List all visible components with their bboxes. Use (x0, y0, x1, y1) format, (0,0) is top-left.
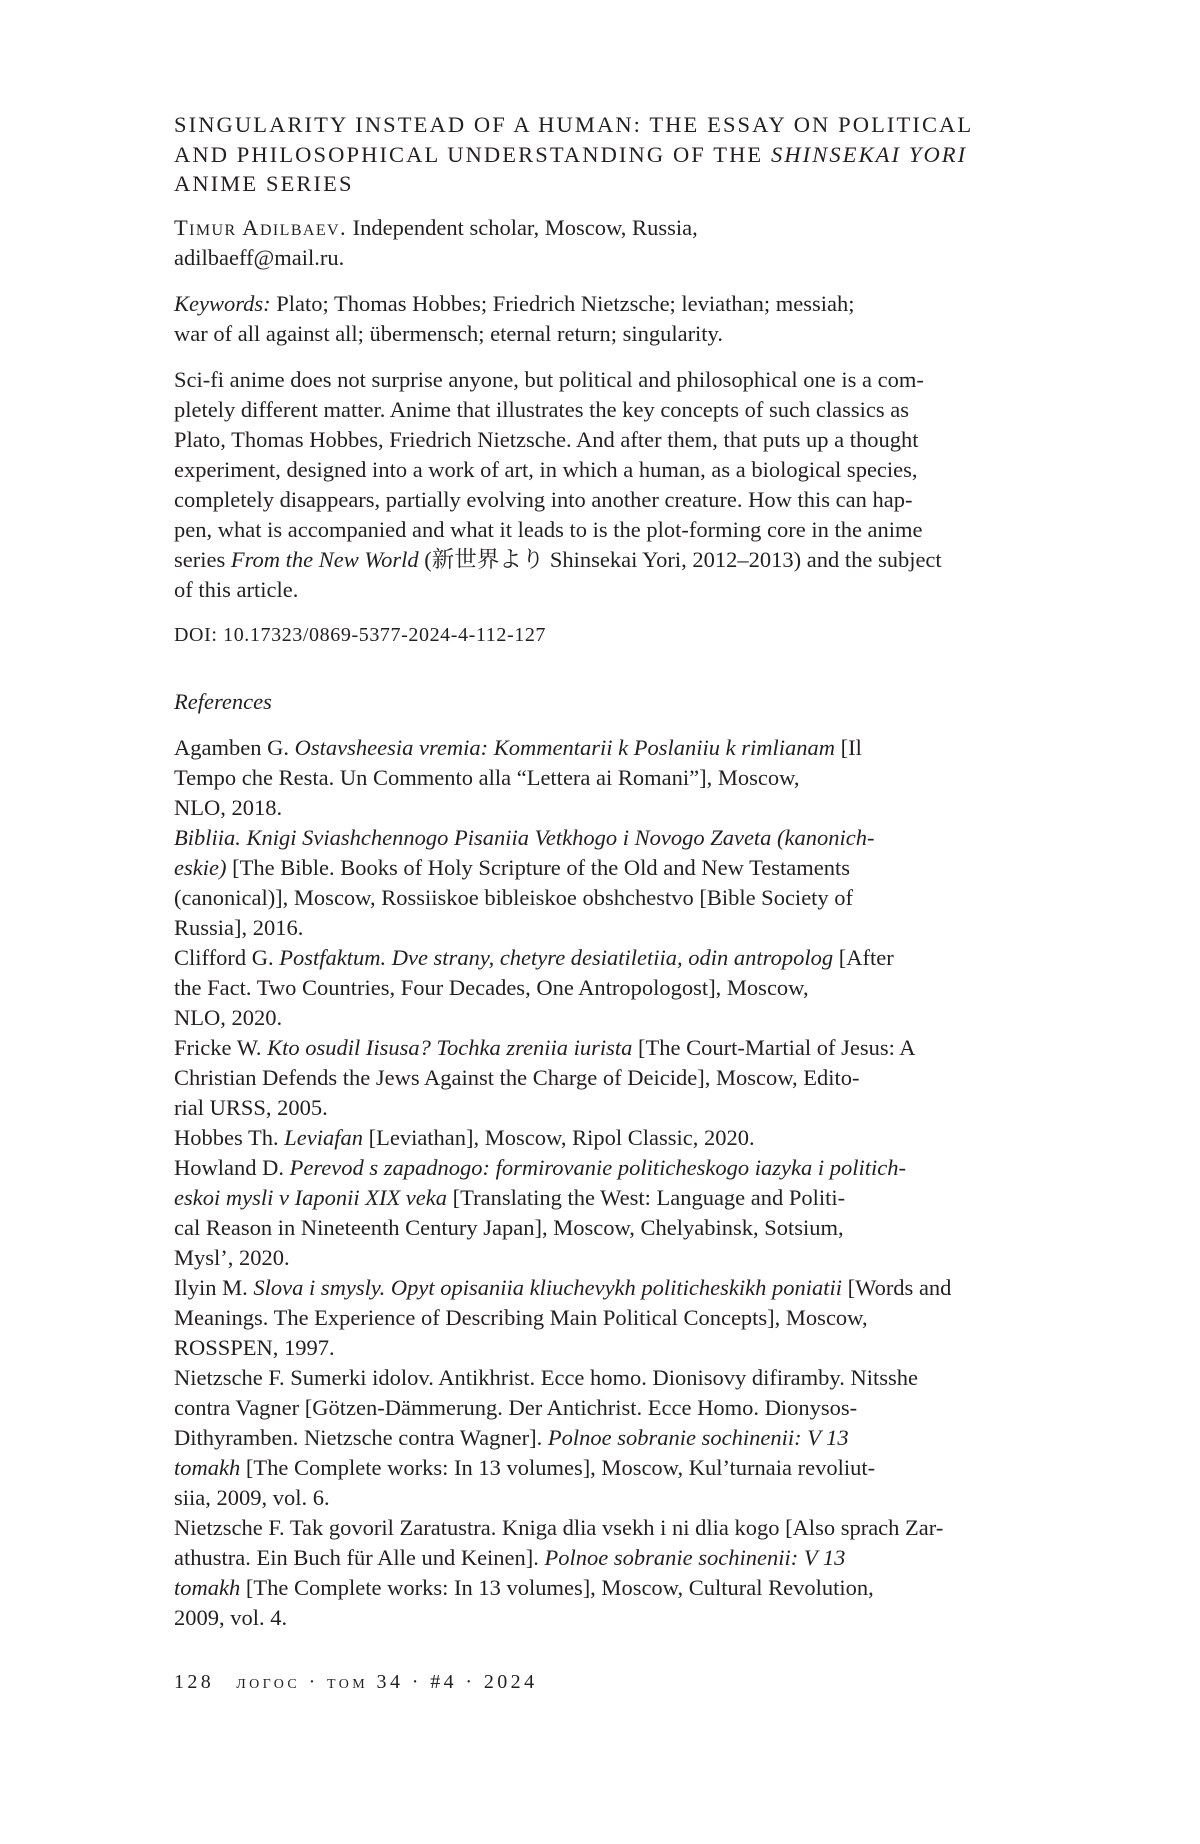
abstract (174, 365, 1026, 605)
ref-text: [Translating the West: Language and Politi- (447, 1184, 846, 1210)
ref-italic: tomakh (174, 1574, 241, 1600)
ref-italic: Kto osudil Iisusa? Tochka zreniia iurista (267, 1034, 633, 1060)
reference-line (174, 1453, 1026, 1483)
reference-line: Russia], 2016. (174, 914, 304, 940)
keywords-label: Keywords: (174, 290, 271, 316)
references-heading: References (174, 688, 272, 714)
reference-line: Mysl’, 2020. (174, 1244, 290, 1270)
reference-item (174, 1513, 1026, 1633)
ref-text: [The Complete works: In 13 volumes], Moscow, Kul’turnaia revoliut- (240, 1454, 876, 1480)
ref-text: [Leviathan], Moscow, Ripol Classic, 2020. (362, 1124, 755, 1150)
title-line-text: AND PHILOSOPHICAL UNDERSTANDING OF THE (174, 141, 771, 167)
reference-line (174, 943, 1026, 973)
reference-line (174, 823, 1026, 853)
ref-text: Fricke W. (174, 1034, 268, 1060)
reference-item (174, 1363, 1026, 1513)
abstract-italic-text: From the New World (230, 546, 419, 572)
ref-italic: Slova i smysly. Opyt opisaniia kliuchevykh politicheskikh poniatii (253, 1274, 843, 1300)
reference-line: contra Vagner [Götzen-Dämmerung. Der Antichrist. Ecce Homo. Dionysos- (174, 1394, 858, 1420)
reference-item (174, 1033, 1026, 1123)
reference-item (174, 943, 1026, 1033)
reference-line (174, 1153, 1026, 1183)
ref-text: Ilyin M. (174, 1274, 254, 1300)
page-footer (174, 1668, 537, 1696)
reference-line: Meanings. The Experience of Describing Main Political Concepts], Moscow, (174, 1304, 868, 1330)
reference-line: ROSSPEN, 1997. (174, 1334, 335, 1360)
abstract-line: pletely different matter. Anime that illustrates the key concepts of such classics as (174, 396, 909, 422)
title-line: SINGULARITY INSTEAD OF A HUMAN: THE ESSAY ON POLITICAL (174, 112, 974, 137)
abstract-line: Sci-fi anime does not surprise anyone, but political and philosophical one is a com- (174, 366, 924, 392)
ref-italic: Ostavsheesia vremia: Kommentarii k Poslaniiu k rimlianam (294, 734, 835, 760)
abstract-text: series (174, 546, 231, 572)
ref-italic: Perevod s zapadnogo: formirovanie politicheskogo iazyka i politich- (289, 1154, 906, 1180)
ref-text: [After (833, 944, 894, 970)
reference-item (174, 733, 1026, 823)
reference-line: Nietzsche F. Tak govoril Zaratustra. Kniga dlia vsekh i ni dlia kogo [Also sprach Zar- (174, 1514, 944, 1540)
reference-line: NLO, 2020. (174, 1004, 283, 1030)
ref-text: Hobbes Th. (174, 1124, 285, 1150)
ref-italic: Polnoe sobranie sochinenii: V 13 (544, 1544, 846, 1570)
ref-text: Howland D. (174, 1154, 290, 1180)
reference-line (174, 733, 1026, 763)
author-affiliation: Independent scholar, Moscow, Russia, (347, 214, 698, 240)
ref-italic: Polnoe sobranie sochinenii: V 13 (547, 1424, 849, 1450)
ref-italic: tomakh (174, 1454, 241, 1480)
ref-text: [The Court-Martial of Jesus: A (632, 1034, 916, 1060)
article-title (174, 110, 1026, 199)
reference-line: 2009, vol. 4. (174, 1604, 288, 1630)
ref-italic: eskoi mysli v Iaponii XIX veka (174, 1184, 448, 1210)
ref-text: [The Complete works: In 13 volumes], Moscow, Cultural Revolution, (240, 1574, 874, 1600)
author-email: adilbaeff@mail.ru. (174, 244, 345, 270)
reference-line: NLO, 2018. (174, 794, 283, 820)
reference-line (174, 1423, 1026, 1453)
reference-line: Nietzsche F. Sumerki idolov. Antikhrist. Ecce homo. Dionisovy difiramby. Nitsshe (174, 1364, 918, 1390)
journal-info: логос · том 34 · #4 · 2024 (236, 1671, 538, 1693)
keywords-text: Plato; Thomas Hobbes; Friedrich Nietzsche; leviathan; messiah; (270, 290, 855, 316)
title-line (174, 140, 1026, 170)
reference-line: (canonical)], Moscow, Rossiiskoe bibleiskoe obshchestvo [Bible Society of (174, 884, 854, 910)
reference-line (174, 1273, 1026, 1303)
ref-italic: Leviafan (284, 1124, 363, 1150)
article-page (174, 110, 1026, 1633)
reference-line (174, 853, 1026, 883)
reference-line (174, 1183, 1026, 1213)
reference-line (174, 1543, 1026, 1573)
ref-text: Clifford G. (174, 944, 280, 970)
doi: DOI: 10.17323/0869-5377-2024-4-112-127 (174, 623, 547, 646)
keywords-text: war of all against all; übermensch; eternal return; singularity. (174, 320, 723, 346)
reference-line: rial URSS, 2005. (174, 1094, 328, 1120)
title-italic-text: SHINSEKAI YORI (770, 141, 968, 167)
abstract-line (174, 545, 1026, 575)
reference-item (174, 1123, 1026, 1153)
reference-line: the Fact. Two Countries, Four Decades, One Antropologost], Moscow, (174, 974, 809, 1000)
ref-text: [Il (834, 734, 862, 760)
reference-item (174, 1273, 1026, 1363)
ref-text: [Words and (842, 1274, 952, 1300)
reference-line (174, 1033, 1026, 1063)
reference-line: Christian Defends the Jews Against the Charge of Deicide], Moscow, Edito- (174, 1064, 860, 1090)
reference-line (174, 1573, 1026, 1603)
title-line: ANIME SERIES (174, 171, 354, 196)
abstract-line: pen, what is accompanied and what it leads to is the plot-forming core in the anime (174, 516, 923, 542)
reference-line: Tempo che Resta. Un Commento alla “Lettera ai Romani”], Moscow, (174, 764, 800, 790)
abstract-line: experiment, designed into a work of art, in which a human, as a biological species, (174, 456, 918, 482)
abstract-text: (新世界より Shinsekai Yori, 2012–2013) and the subject (418, 546, 942, 572)
page-number: 128 (174, 1671, 215, 1693)
reference-line: siia, 2009, vol. 6. (174, 1484, 330, 1510)
reference-item (174, 1153, 1026, 1273)
ref-text: athustra. Ein Buch für Alle und Keinen]. (174, 1544, 545, 1570)
abstract-line: completely disappears, partially evolving into another creature. How this can hap- (174, 486, 913, 512)
ref-italic: Postfaktum. Dve strany, chetyre desiatiletiia, odin antropolog (279, 944, 834, 970)
ref-italic: eskie) (174, 854, 227, 880)
ref-text: Agamben G. (174, 734, 295, 760)
reference-line: cal Reason in Nineteenth Century Japan], Moscow, Chelyabinsk, Sotsium, (174, 1214, 844, 1240)
keywords (174, 289, 1026, 349)
ref-text: Dithyramben. Nietzsche contra Wagner]. (174, 1424, 548, 1450)
ref-italic: Bibliia. Knigi Sviashchennogo Pisaniia Vetkhogo i Novogo Zaveta (kanonich- (174, 824, 875, 850)
reference-line (174, 1123, 1026, 1153)
reference-item (174, 823, 1026, 943)
ref-text: [The Bible. Books of Holy Scripture of the Old and New Testaments (226, 854, 850, 880)
author-block (174, 213, 1026, 273)
abstract-line: of this article. (174, 576, 299, 602)
author-name: Timur Adilbaev. (174, 214, 347, 240)
reference-list (174, 733, 1026, 1633)
abstract-line: Plato, Thomas Hobbes, Friedrich Nietzsche. And after them, that puts up a thought (174, 426, 919, 452)
